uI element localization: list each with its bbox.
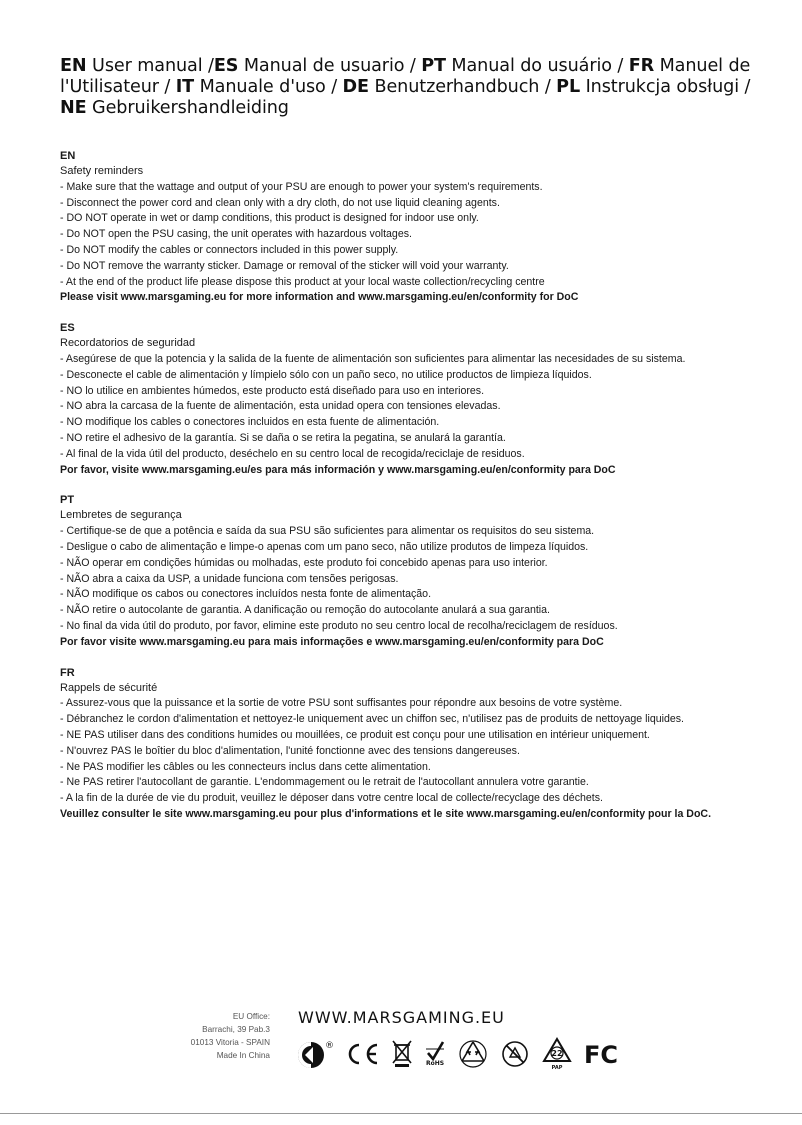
fcc-mark-icon xyxy=(584,1041,624,1067)
title-lang-code: EN xyxy=(60,56,87,76)
visit-website-note: Por favor, visite www.marsgaming.eu/es para más información y www.marsgaming.eu/en/conformity para DoC xyxy=(60,463,616,476)
safety-item-text: At the end of the product life please dispose this product at your local waste collection/recycling centre xyxy=(65,275,545,288)
safety-item-text: DO NOT operate in wet or damp conditions, this product is designed for indoor use only. xyxy=(66,212,479,225)
visit-website-note: Por favor visite www.marsgaming.eu para mais informações e www.marsgaming.eu/en/conformity para DoC xyxy=(60,635,604,648)
certification-marks xyxy=(296,1036,624,1072)
section-en xyxy=(60,149,760,306)
title-lang-text: Manual do usuário / xyxy=(445,56,629,76)
safety-list xyxy=(60,696,760,807)
safety-item xyxy=(60,243,760,259)
safety-item xyxy=(60,399,760,415)
svg-text:®: ® xyxy=(325,1041,334,1051)
pap22-recycle-icon xyxy=(542,1037,572,1071)
safety-item-text: NE PAS utiliser dans des conditions humides ou mouillées, ce produit est conçu pour une utilisation en intérieur uniquement. xyxy=(66,728,650,741)
title-lang-code: ES xyxy=(213,56,239,76)
title-lang-code: NE xyxy=(60,98,87,118)
safety-item-text: NÃO retire o autocolante de garantia. A danificação ou remoção do autocolante anulará a sua garantia. xyxy=(66,604,550,617)
safety-item-text: Al final de la vida útil del producto, deséchelo en su centro local de recogida/reciclaje de residuos. xyxy=(65,447,525,460)
safety-item-text: N'ouvrez PAS le boîtier du bloc d'alimentation, l'unité fonctionne avec des tensions dangereuses. xyxy=(66,744,520,757)
rohs-icon xyxy=(424,1039,446,1069)
green-dot-icon xyxy=(296,1038,332,1070)
sections-container xyxy=(60,149,760,823)
safety-item xyxy=(60,524,760,540)
safety-item-text: Make sure that the wattage and output of your PSU are enough to power your system's requirements. xyxy=(66,180,543,193)
safety-item xyxy=(60,275,760,291)
safety-list xyxy=(60,524,760,635)
section-language-code: PT xyxy=(60,494,75,507)
section-pt xyxy=(60,493,760,650)
safety-list xyxy=(60,180,760,291)
safety-item xyxy=(60,791,760,807)
safety-item xyxy=(60,696,760,712)
title-lang-code: FR xyxy=(628,56,655,76)
section-language-code: EN xyxy=(60,150,76,162)
safety-item xyxy=(60,196,760,212)
title-lang-code: PT xyxy=(421,56,446,76)
safety-item-text: NO lo utilice en ambientes húmedos, este producto está diseñado para uso en interiores. xyxy=(66,384,485,397)
title-lang-text: Manuel de l'Utilisateur / xyxy=(60,56,756,97)
no-disposal-icon xyxy=(500,1039,530,1069)
safety-item xyxy=(60,587,760,603)
office-line: Made In China xyxy=(216,1051,270,1060)
safety-item xyxy=(60,368,760,384)
section-heading: Lembretes de segurança xyxy=(60,509,182,522)
safety-item-text: NO abra la carcasa de la fuente de alimentación, esta unidad opera con tensiones elevadas. xyxy=(66,400,501,413)
safety-item xyxy=(60,211,760,227)
safety-item xyxy=(60,775,760,791)
safety-item xyxy=(60,259,760,275)
safety-item-text: A la fin de la durée de vie du produit, veuillez le déposer dans votre centre local de collecte/recyclage des déchets. xyxy=(65,792,603,805)
bottom-divider xyxy=(0,1113,802,1114)
safety-item xyxy=(60,556,760,572)
safety-item xyxy=(60,447,760,463)
svg-text:FC: FC xyxy=(584,1041,619,1069)
safety-item xyxy=(60,352,760,368)
safety-item-text: Do NOT remove the warranty sticker. Damage or removal of the sticker will void your warranty. xyxy=(66,259,509,272)
section-heading: Rappels de sécurité xyxy=(60,681,158,694)
footer xyxy=(0,1008,802,1078)
safety-item xyxy=(60,744,760,760)
safety-item-text: Certifique-se de que a potência e saída da sua PSU são suficientes para alimentar os requisitos do seu sistema. xyxy=(66,525,595,538)
safety-item xyxy=(60,760,760,776)
safety-item-text: Assurez-vous que la puissance et la sortie de votre PSU sont suffisantes pour répondre aux besoins de votre système. xyxy=(65,697,623,710)
section-fr xyxy=(60,666,760,823)
eu-office-address xyxy=(140,1010,270,1062)
safety-item-text: NO retire el adhesivo de la garantía. Si se daña o se retira la pegatina, se anulará la garantía. xyxy=(66,431,506,444)
safety-item-text: Desligue o cabo de alimentação e limpe-o apenas com um pano seco, não utilize produtos de limpeza líquidos. xyxy=(66,540,589,553)
visit-website-note: Please visit www.marsgaming.eu for more information and www.marsgaming.eu/en/conformity for DoC xyxy=(60,291,579,304)
svg-text:RoHS: RoHS xyxy=(425,1060,445,1067)
office-line: Barrachi, 39 Pab.3 xyxy=(202,1025,270,1034)
title-lang-text: User manual / xyxy=(86,56,214,76)
office-line: EU Office: xyxy=(232,1012,270,1021)
title-lang-code: PL xyxy=(556,77,581,97)
safety-item xyxy=(60,384,760,400)
svg-text:22: 22 xyxy=(551,1049,563,1058)
safety-item-text: Disconnect the power cord and clean only with a dry cloth, do not use liquid cleaning agents. xyxy=(66,196,500,209)
website-url: WWW.MARSGAMING.EU xyxy=(298,1008,505,1027)
safety-item-text: Débranchez le cordon d'alimentation et nettoyez-le uniquement avec un chiffon sec, n'utilisez pas de produits de nettoyage liquides. xyxy=(66,713,684,726)
safety-list xyxy=(60,352,760,463)
safety-item-text: Do NOT open the PSU casing, the unit operates with hazardous voltages. xyxy=(66,228,412,241)
title-lang-text: Manuale d'uso / xyxy=(194,77,343,97)
safety-item-text: No final da vida útil do produto, por favor, elimine este produto no seu centro local de recolha/reciclagem de resíduos. xyxy=(66,619,618,632)
section-heading: Recordatorios de seguridad xyxy=(60,337,196,350)
safety-item-text: NÃO operar em condições húmidas ou molhadas, este produto foi concebido apenas para uso interior. xyxy=(66,556,548,569)
safety-item xyxy=(60,619,760,635)
recycle-icon xyxy=(458,1039,488,1069)
title-lang-code: IT xyxy=(175,77,195,97)
title-lang-text: Gebruikershandleiding xyxy=(86,98,289,118)
safety-item xyxy=(60,431,760,447)
title-lang-text: Manual de usuario / xyxy=(238,56,422,76)
manual-title xyxy=(60,56,760,119)
section-language-code: FR xyxy=(60,666,75,679)
safety-item xyxy=(60,712,760,728)
safety-item-text: NÃO abra a caixa da USP, a unidade funciona com tensões perigosas. xyxy=(66,572,399,585)
safety-item-text: Ne PAS retirer l'autocollant de garantie. L'endommagement ou le retrait de l'autocollant annulera votre garantie. xyxy=(66,776,589,789)
ce-mark-icon xyxy=(344,1042,380,1066)
section-language-code: ES xyxy=(60,322,75,335)
safety-item-text: NO modifique los cables o conectores incluidos en esta fuente de alimentación. xyxy=(66,416,440,429)
visit-website-note: Veuillez consulter le site www.marsgaming.eu pour plus d'informations et le site www.marsgaming.eu/en/conformity pour la DoC. xyxy=(60,807,712,820)
title-lang-code: DE xyxy=(342,77,369,97)
safety-item-text: NÃO modifique os cabos ou conectores incluídos nesta fonte de alimentação. xyxy=(66,588,432,601)
section-es xyxy=(60,321,760,478)
safety-item xyxy=(60,603,760,619)
safety-item-text: Do NOT modify the cables or connectors included in this power supply. xyxy=(66,243,399,256)
weee-bin-icon xyxy=(392,1040,412,1068)
safety-item xyxy=(60,540,760,556)
safety-item xyxy=(60,572,760,588)
svg-text:PAP: PAP xyxy=(551,1065,563,1071)
safety-item xyxy=(60,728,760,744)
title-lang-text: Instrukcja obsługi / xyxy=(580,77,756,97)
safety-item-text: Asegúrese de que la potencia y la salida de la fuente de alimentación son suficientes para alimentar las necesidades de su sistema. xyxy=(65,352,686,365)
section-heading: Safety reminders xyxy=(60,165,144,177)
manual-page xyxy=(60,56,760,838)
safety-item xyxy=(60,415,760,431)
safety-item xyxy=(60,227,760,243)
safety-item-text: Ne PAS modifier les câbles ou les connecteurs inclus dans cette alimentation. xyxy=(66,760,431,773)
office-line: 01013 Vitoria - SPAIN xyxy=(190,1038,270,1047)
safety-item xyxy=(60,180,760,196)
safety-item-text: Desconecte el cable de alimentación y límpielo sólo con un paño seco, no utilice productos de limpieza líquidos. xyxy=(66,368,592,381)
title-lang-text: Benutzerhandbuch / xyxy=(368,77,557,97)
